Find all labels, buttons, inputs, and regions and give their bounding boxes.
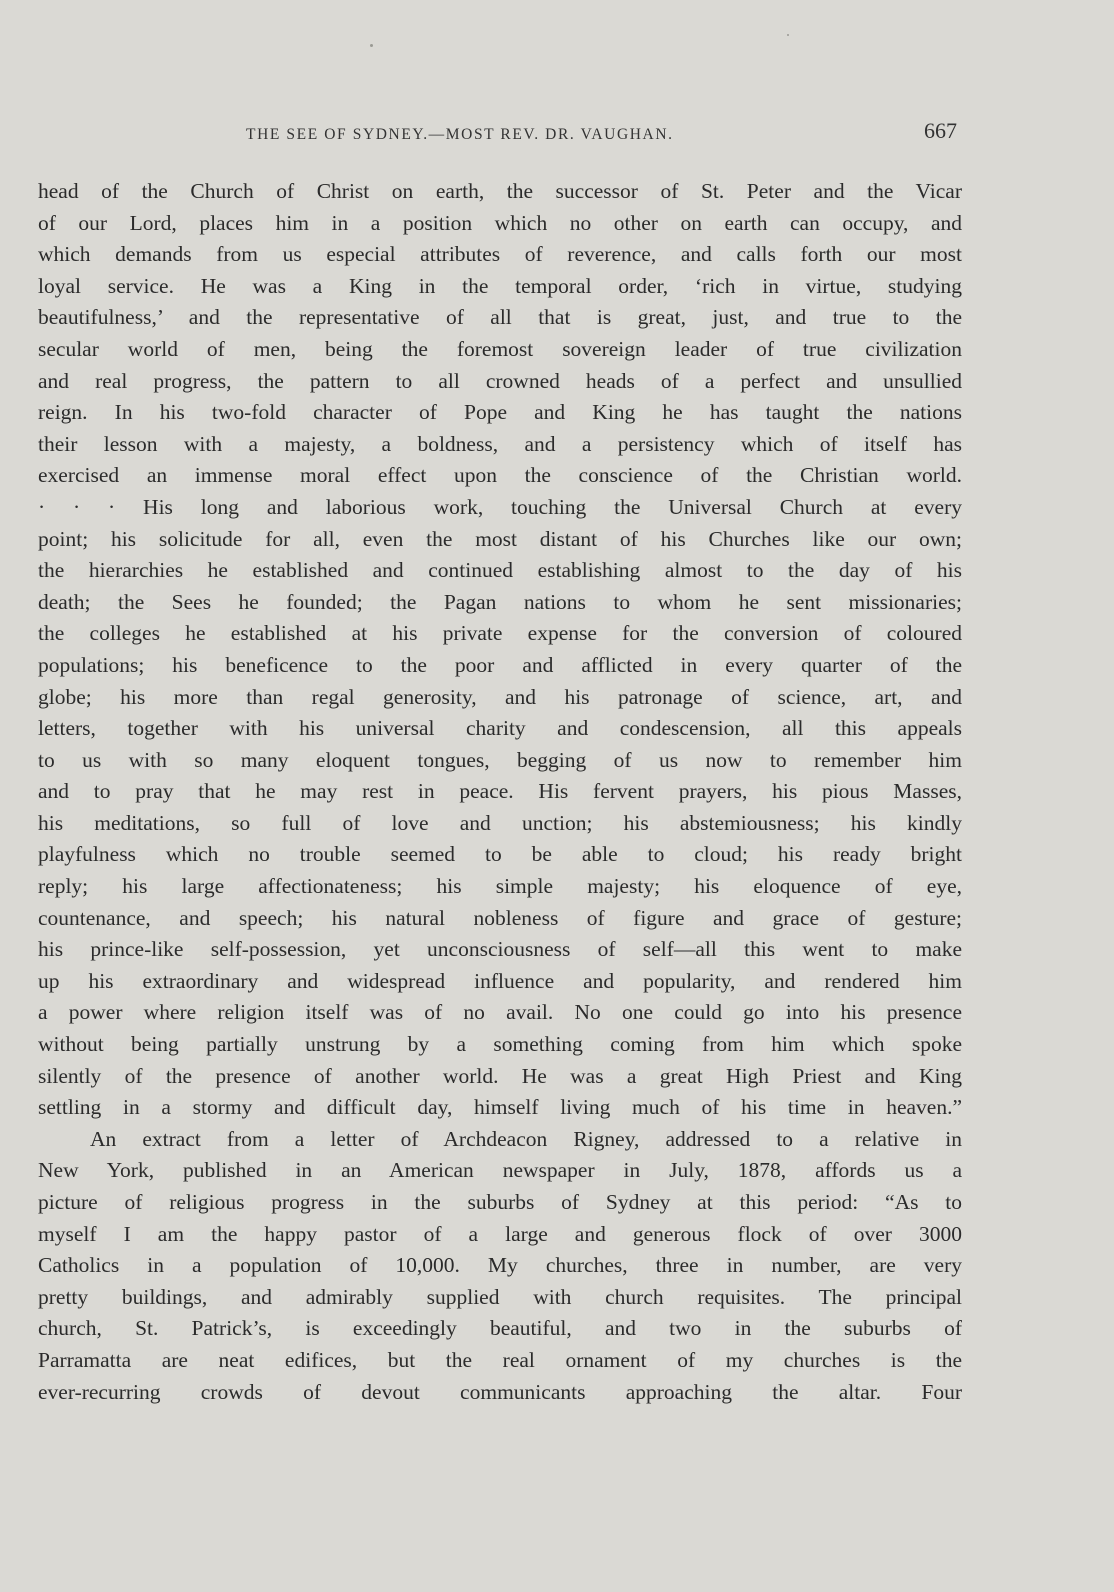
text-line: of our Lord, places him in a position which no other on earth can occupy, and (38, 210, 962, 235)
text-line: their lesson with a majesty, a boldness, and a persistency which of itself has (38, 431, 962, 456)
text-line: loyal service. He was a King in the temporal order, ‘rich in virtue, studying (38, 273, 962, 298)
text-line: letters, together with his universal charity and condescension, all this appeals (38, 716, 962, 741)
paper-speck (787, 34, 789, 36)
text-line: the colleges he established at his private expense for the conversion of coloured (38, 621, 962, 646)
text-line: · · · His long and laborious work, touching the Universal Church at every (38, 494, 962, 519)
page-number: 667 (924, 118, 957, 143)
paper-speck (370, 44, 373, 47)
text-line: his meditations, so full of love and unction; his abstemiousness; his kindly (38, 810, 962, 835)
text-line: beautifulness,’ and the representative of all that is great, just, and true to the (38, 305, 962, 330)
text-line: and to pray that he may rest in peace. His fervent prayers, his pious Masses, (38, 779, 962, 804)
running-head: THE SEE OF SYDNEY.—MOST REV. DR. VAUGHAN. (246, 126, 674, 143)
paragraph-first-line: An extract from a letter of Archdeacon Rigney, addressed to a relative in (90, 1126, 962, 1151)
text-line: exercised an immense moral effect upon the conscience of the Christian world. (38, 463, 962, 488)
text-line: and real progress, the pattern to all crowned heads of a perfect and unsullied (38, 368, 962, 393)
text-line: countenance, and speech; his natural nobleness of figure and grace of gesture; (38, 905, 962, 930)
text-line: pretty buildings, and admirably supplied with church requisites. The principal (38, 1284, 962, 1309)
text-line: myself I am the happy pastor of a large and generous flock of over 3000 (38, 1221, 962, 1246)
text-line: picture of religious progress in the suburbs of Sydney at this period: “As to (38, 1190, 962, 1214)
text-line: church, St. Patrick’s, is exceedingly beautiful, and two in the suburbs of (38, 1316, 962, 1341)
text-line: up his extraordinary and widespread influence and popularity, and rendered him (38, 968, 962, 993)
text-line: globe; his more than regal generosity, and his patronage of science, art, and (38, 684, 962, 709)
text-line: to us with so many eloquent tongues, begging of us now to remember him (38, 747, 962, 772)
text-line: playfulness which no trouble seemed to be able to cloud; his ready bright (38, 842, 962, 867)
text-line: death; the Sees he founded; the Pagan nations to whom he sent missionaries; (38, 589, 962, 614)
body-text (38, 176, 962, 1408)
text-line: a power where religion itself was of no avail. No one could go into his presence (38, 1000, 962, 1025)
text-line: reign. In his two-fold character of Pope and King he has taught the nations (38, 400, 962, 425)
text-line: populations; his beneficence to the poor and afflicted in every quarter of the (38, 652, 962, 677)
text-line: his prince-like self-possession, yet unconsciousness of self—all this went to make (38, 937, 962, 962)
text-line: without being partially unstrung by a something coming from him which spoke (38, 1032, 962, 1057)
text-line: point; his solicitude for all, even the most distant of his Churches like our own; (38, 526, 962, 551)
text-line: Parramatta are neat edifices, but the real ornament of my churches is the (38, 1347, 962, 1372)
text-line: New York, published in an American newspaper in July, 1878, affords us a (38, 1158, 962, 1183)
text-line: settling in a stormy and difficult day, himself living much of his time in heaven.” (38, 1095, 962, 1120)
text-line: Catholics in a population of 10,000. My churches, three in number, are very (38, 1253, 962, 1278)
text-line: ever-recurring crowds of devout communicants approaching the altar. Four (38, 1379, 962, 1404)
text-line: the hierarchies he established and continued establishing almost to the day of his (38, 558, 962, 583)
text-line: reply; his large affectionateness; his simple majesty; his eloquence of eye, (38, 874, 962, 899)
text-line: secular world of men, being the foremost sovereign leader of true civilization (38, 336, 962, 361)
text-line: head of the Church of Christ on earth, the successor of St. Peter and the Vicar (38, 179, 962, 203)
text-line: silently of the presence of another world. He was a great High Priest and King (38, 1063, 962, 1088)
text-line: which demands from us especial attributes of reverence, and calls forth our most (38, 242, 962, 267)
